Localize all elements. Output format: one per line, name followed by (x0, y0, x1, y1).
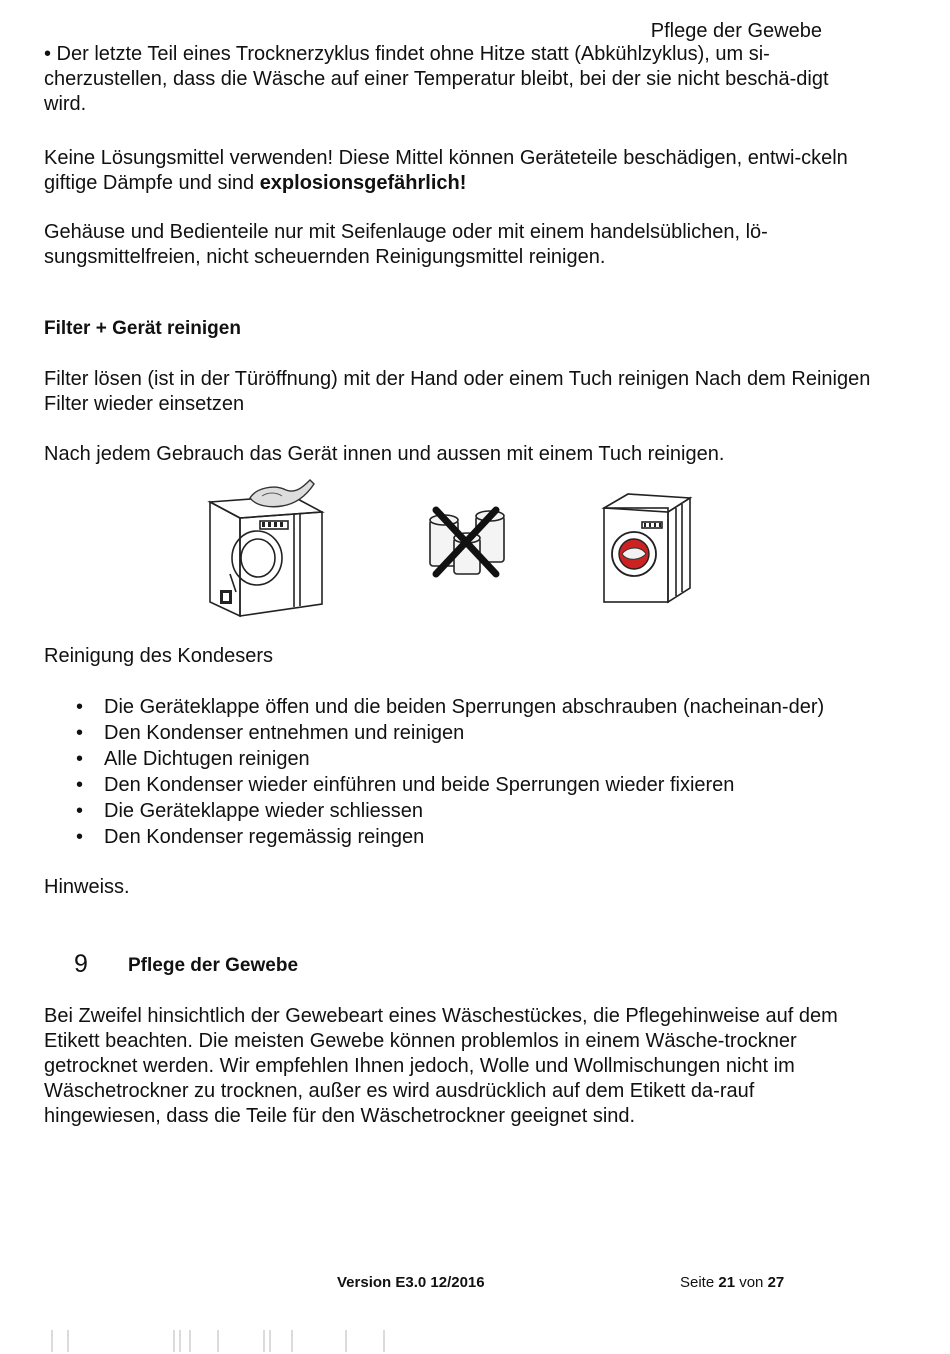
list-item: • Den Kondenser regemässig reingen (44, 824, 874, 850)
solvent-warning-emphasis: explosionsgefährlich! (259, 172, 467, 194)
current-page: 21 (718, 1274, 736, 1291)
footer-page-number: Seite 21 von 27 (680, 1274, 785, 1291)
condenser-steps-list (44, 694, 874, 850)
list-item: • Die Geräteklappe öffen und die beiden Sperrungen abschrauben (nacheinan-der) (44, 694, 874, 720)
no-solvent-cans-icon (420, 498, 515, 583)
list-item: • Alle Dichtugen reinigen (44, 746, 874, 772)
filter-section-heading: Filter + Gerät reinigen (44, 318, 241, 339)
footer-version: Version E3.0 12/2016 (337, 1274, 485, 1291)
cooling-cycle-paragraph: • Der letzte Teil eines Trocknerzyklus findet ohne Hitze statt (Abkühlzyklus), um si-cherzustellen, dass die Wäsche auf einer Temperatur bleibt, bei der sie nicht beschä-digt wird. (44, 43, 829, 115)
solvent-warning-text: Keine Lösungsmittel verwenden! Diese Mittel können Geräteteile beschädigen, entwi-ckeln giftige Dämpfe und sind (44, 147, 848, 194)
section-title: Pflege der Gewebe (128, 955, 299, 976)
running-header: Pflege der Gewebe (650, 20, 822, 42)
dryer-wipe-top-icon (200, 474, 330, 624)
housing-cleaning-paragraph: Gehäuse und Bedienteile nur mit Seifenlauge oder mit einem handelsüblichen, lö-sungsmittelfreien, nicht scheuernden Reinigungsmittel reinigen. (44, 221, 768, 268)
condenser-cleaning-title: Reinigung des Kondesers (44, 645, 274, 667)
list-item: • Den Kondenser entnehmen und reinigen (44, 720, 874, 746)
list-item: • Den Kondenser wieder einführen und beide Sperrungen wieder fixieren (44, 772, 874, 798)
total-pages: 27 (767, 1274, 785, 1291)
filter-instructions-paragraph: Filter lösen (ist in der Türöffnung) mit der Hand oder einem Tuch reinigen Nach dem Reinigen Filter wieder einsetzen (44, 368, 871, 415)
section-number: 9 (74, 950, 88, 978)
fabric-care-paragraph: Bei Zweifel hinsichtlich der Gewebeart eines Wäschestückes, die Pflegehinweise auf dem Etikett beachten. Die meisten Gewebe können problemlos in einem Wäsche-trockner getrocknet werden. Wir empfehlen Ihnen jedoch, Wolle und Wollmischungen nicht im Wäschetrockner zu trocknen, außer es wird ausdrücklich auf dem Etikett da-rauf hingewiesen, dass die Teile für den Wäschetrockner geeignet sind. (44, 1005, 838, 1127)
scan-registration-marks (48, 1330, 428, 1352)
dryer-clean-drum-icon (598, 488, 698, 608)
after-use-paragraph: Nach jedem Gebrauch das Gerät innen und aussen mit einem Tuch reinigen. (44, 443, 725, 465)
note-label: Hinweiss. (44, 876, 130, 898)
list-item: • Die Geräteklappe wieder schliessen (44, 798, 874, 824)
solvent-warning-paragraph (44, 146, 874, 196)
